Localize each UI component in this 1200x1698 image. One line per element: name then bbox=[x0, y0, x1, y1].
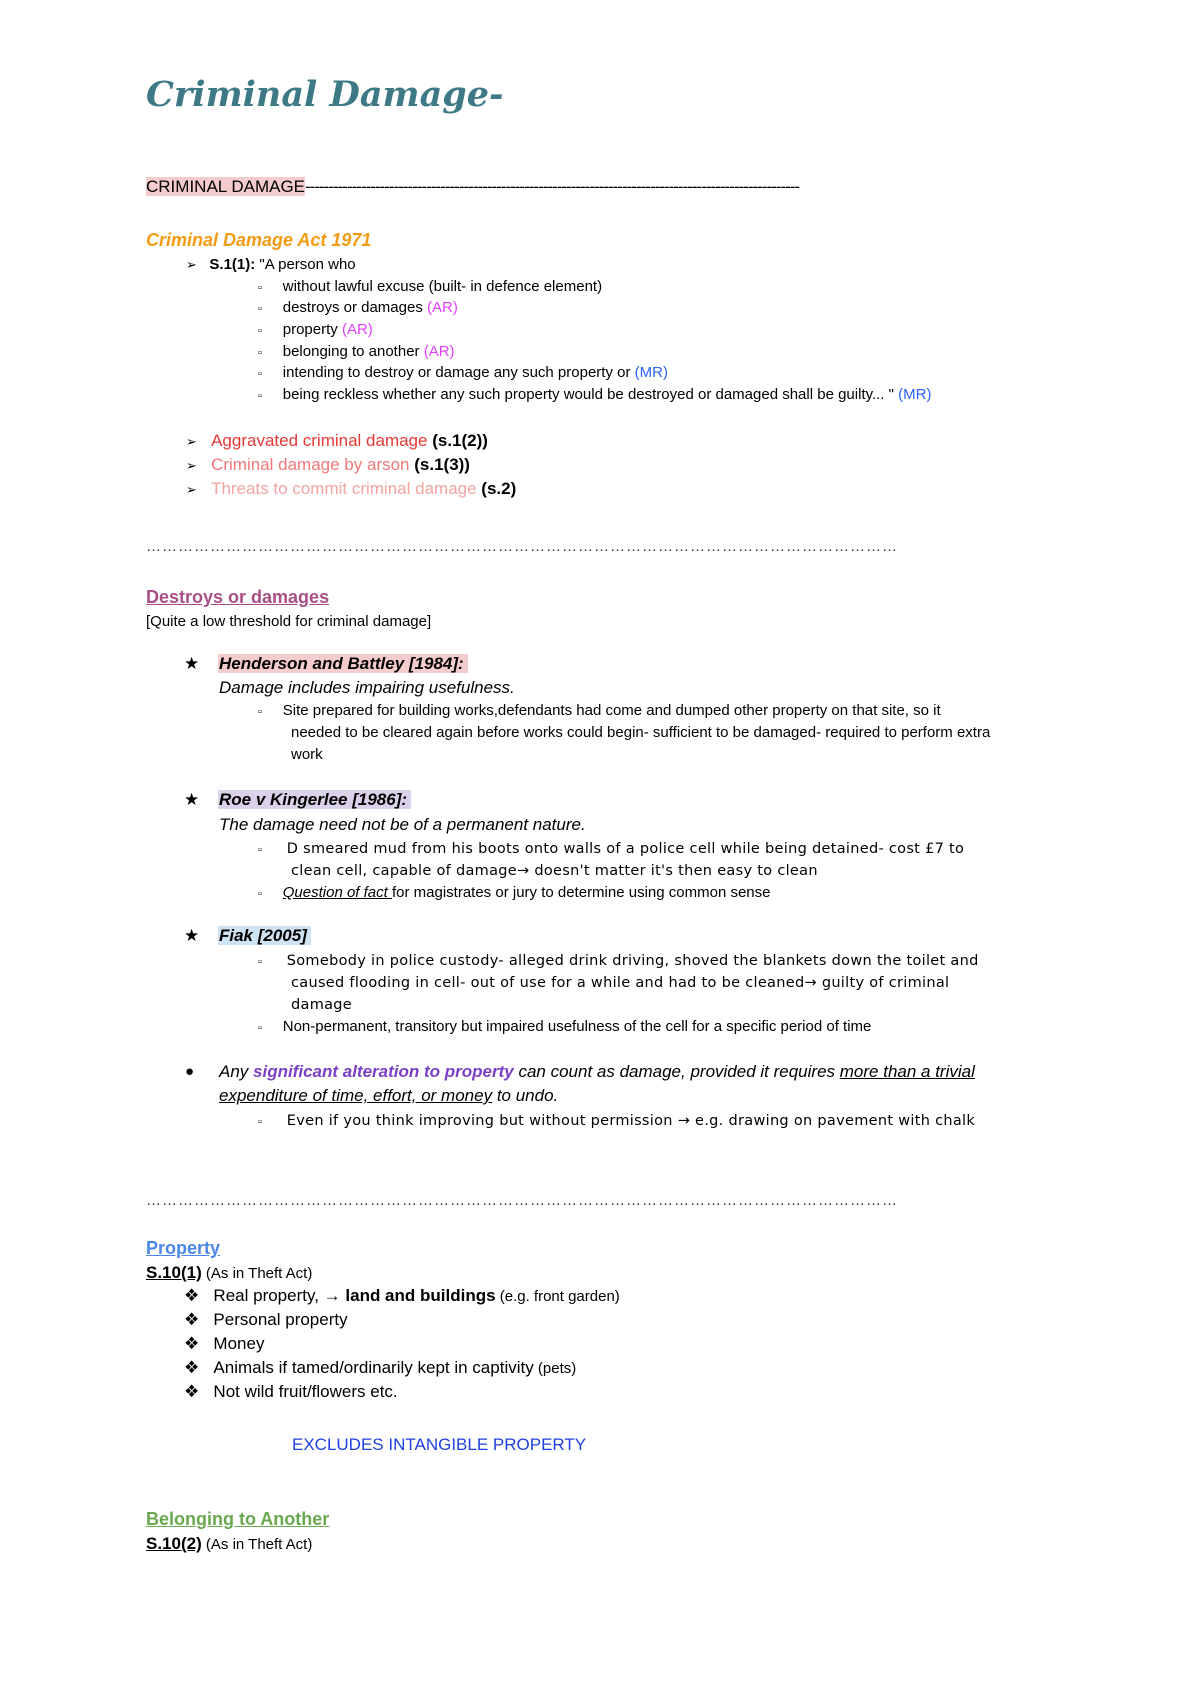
square-bullet-icon: ▫ bbox=[258, 282, 262, 294]
diamond-bullet-icon: ❖ bbox=[184, 1286, 200, 1305]
star-bullet-icon: ★ bbox=[184, 790, 200, 809]
banner-label: CRIMINAL DAMAGE bbox=[146, 177, 306, 196]
general-rule-line1 bbox=[219, 1062, 975, 1082]
document-title: Criminal Damage- bbox=[146, 74, 504, 115]
offence-name: Criminal damage by arson bbox=[211, 455, 410, 474]
s1-label: S.1(1): bbox=[209, 256, 256, 273]
act-item-text: belonging to another bbox=[282, 343, 424, 360]
act-item bbox=[258, 362, 668, 385]
square-bullet-icon: ▫ bbox=[258, 1022, 262, 1034]
destroys-subtitle: [Quite a low threshold for criminal damage] bbox=[146, 613, 432, 630]
case-point-text: Non-permanent, transitory but impaired usefulness of the cell for a specific period of time bbox=[282, 1018, 872, 1035]
case-point-cont: damage bbox=[291, 997, 353, 1013]
general-text: can count as damage, provided it requires bbox=[513, 1062, 840, 1081]
arrow-bullet-icon: ➢ bbox=[186, 257, 197, 272]
act-item bbox=[258, 276, 602, 299]
offence-item bbox=[186, 479, 516, 499]
square-bullet-icon: ▫ bbox=[258, 888, 262, 900]
case-point bbox=[258, 838, 964, 861]
mr-tag: (MR) bbox=[634, 364, 668, 381]
arrow-bullet-icon: ➢ bbox=[186, 458, 197, 473]
section-note: (As in Theft Act) bbox=[201, 1265, 313, 1282]
property-item bbox=[184, 1382, 398, 1402]
general-text: to undo. bbox=[492, 1086, 559, 1105]
property-item-text: Animals if tamed/ordinarily kept in captivity bbox=[213, 1358, 534, 1377]
case-point-cont: work bbox=[291, 746, 323, 763]
act-item-text: destroys or damages bbox=[282, 299, 427, 316]
property-item-note: (pets) bbox=[533, 1360, 577, 1377]
diamond-bullet-icon: ❖ bbox=[184, 1382, 200, 1401]
general-underlined: more than a trivial bbox=[839, 1062, 975, 1081]
property-item-text: Real property, → bbox=[213, 1286, 346, 1305]
case-point bbox=[258, 882, 770, 905]
case-point bbox=[258, 950, 979, 973]
general-sub bbox=[258, 1110, 975, 1133]
offence-name: Aggravated criminal damage bbox=[211, 431, 428, 450]
act-heading: Criminal Damage Act 1971 bbox=[146, 230, 372, 250]
case-name: Henderson and Battley [1984]: bbox=[218, 654, 468, 673]
question-of-fact: Question of fact bbox=[282, 884, 392, 901]
property-item-note: (e.g. front garden) bbox=[495, 1288, 620, 1305]
belonging-heading: Belonging to Another bbox=[146, 1509, 330, 1529]
property-section bbox=[146, 1262, 312, 1285]
square-bullet-icon: ▫ bbox=[258, 844, 263, 856]
general-underlined: expenditure of time, effort, or money bbox=[219, 1086, 493, 1105]
property-item bbox=[184, 1310, 348, 1330]
square-bullet-icon: ▫ bbox=[258, 303, 262, 315]
case-point-text: Site prepared for building works,defendants had come and dumped other property on that site, so it bbox=[282, 702, 941, 719]
arrow-bullet-icon: ➢ bbox=[186, 482, 197, 497]
diamond-bullet-icon: ❖ bbox=[184, 1310, 200, 1329]
dotted-separator: …………………………………………………………………………………………………………………………… bbox=[146, 538, 898, 555]
destroys-heading: Destroys or damages bbox=[146, 587, 330, 607]
property-item-text: Money bbox=[213, 1334, 265, 1353]
act-item-text: property bbox=[282, 321, 342, 338]
general-text: Any bbox=[219, 1062, 254, 1081]
case-point bbox=[258, 700, 941, 723]
s1-text: "A person who bbox=[255, 256, 356, 273]
square-bullet-icon: ▫ bbox=[258, 347, 262, 359]
ar-tag: (AR) bbox=[423, 343, 455, 360]
significant-alteration: significant alteration to property bbox=[253, 1062, 514, 1081]
case-henderson bbox=[218, 654, 468, 674]
act-item-text: being reckless whether any such property would be destroyed or damaged shall be guilty... " bbox=[282, 386, 899, 403]
offence-section: (s.1(3)) bbox=[414, 455, 470, 474]
mr-tag: (MR) bbox=[898, 386, 932, 403]
offence-name: Threats to commit criminal damage bbox=[211, 479, 477, 498]
case-point-text: D smeared mud from his boots onto walls of a police cell while being detained- cost £7 to bbox=[286, 841, 965, 857]
square-bullet-icon: ▫ bbox=[258, 706, 262, 718]
offence-section: (s.2) bbox=[481, 479, 517, 498]
offence-item bbox=[186, 431, 488, 451]
square-bullet-icon: ▫ bbox=[258, 390, 262, 402]
diamond-bullet-icon: ❖ bbox=[184, 1358, 200, 1377]
arrow-bullet-icon: ➢ bbox=[186, 434, 197, 449]
case-point-cont: needed to be cleared again before works could begin- sufficient to be damaged- required to perform extra bbox=[291, 724, 991, 741]
case-rule: Damage includes impairing usefulness. bbox=[219, 678, 515, 697]
case-name: Roe v Kingerlee [1986]: bbox=[218, 790, 411, 809]
case-name: Fiak [2005] bbox=[218, 926, 311, 945]
belonging-section bbox=[146, 1533, 312, 1556]
star-bullet-icon: ★ bbox=[184, 654, 200, 673]
general-sub-text: Even if you think improving but without permission → e.g. drawing on pavement with chalk bbox=[286, 1113, 976, 1129]
property-item bbox=[184, 1334, 264, 1354]
case-point bbox=[258, 1016, 871, 1039]
act-item-text: intending to destroy or damage any such property or bbox=[282, 364, 635, 381]
star-bullet-icon: ★ bbox=[184, 926, 200, 945]
square-bullet-icon: ▫ bbox=[258, 325, 262, 337]
section-banner bbox=[146, 176, 799, 198]
offence-section: (s.1(2)) bbox=[432, 431, 488, 450]
excludes-intangible: EXCLUDES INTANGIBLE PROPERTY bbox=[292, 1435, 587, 1454]
section-note: (As in Theft Act) bbox=[201, 1536, 313, 1553]
case-point-cont: clean cell, capable of damage→ doesn't matter it's then easy to clean bbox=[291, 863, 818, 879]
s1-line bbox=[186, 254, 356, 276]
case-roe bbox=[218, 790, 411, 810]
act-item-text: without lawful excuse (built- in defence element) bbox=[282, 278, 603, 295]
banner-dashes: ---------------------------------------------------------------------------------------------------------- bbox=[305, 177, 800, 196]
square-bullet-icon: ▫ bbox=[258, 956, 263, 968]
act-item bbox=[258, 384, 931, 407]
case-fiak bbox=[218, 926, 311, 946]
property-item bbox=[184, 1286, 620, 1306]
offence-item bbox=[186, 455, 470, 475]
diamond-bullet-icon: ❖ bbox=[184, 1334, 200, 1353]
case-point-cont: caused flooding in cell- out of use for a while and had to be cleaned→ guilty of criminal bbox=[291, 975, 950, 991]
general-rule-line2 bbox=[219, 1086, 558, 1106]
act-item bbox=[258, 341, 455, 364]
square-bullet-icon: ▫ bbox=[258, 368, 262, 380]
property-item-text: Personal property bbox=[213, 1310, 348, 1329]
dotted-separator: …………………………………………………………………………………………………………………………… bbox=[146, 1192, 898, 1209]
case-rule: The damage need not be of a permanent nature. bbox=[219, 815, 586, 834]
case-point-text: for magistrates or jury to determine using common sense bbox=[391, 884, 771, 901]
property-item-text: Not wild fruit/flowers etc. bbox=[213, 1382, 398, 1401]
section-ref: S.10(1) bbox=[146, 1263, 202, 1282]
dot-bullet-icon: ● bbox=[185, 1063, 195, 1080]
section-ref: S.10(2) bbox=[146, 1534, 202, 1553]
property-heading: Property bbox=[146, 1238, 221, 1258]
case-point-text: Somebody in police custody- alleged drink driving, shoved the blankets down the toilet and bbox=[286, 953, 979, 969]
property-item-bold: land and buildings bbox=[345, 1286, 496, 1305]
ar-tag: (AR) bbox=[427, 299, 458, 316]
ar-tag: (AR) bbox=[341, 321, 373, 338]
act-item bbox=[258, 297, 458, 320]
square-bullet-icon: ▫ bbox=[258, 1116, 263, 1128]
property-item bbox=[184, 1358, 576, 1378]
act-item bbox=[258, 319, 373, 342]
